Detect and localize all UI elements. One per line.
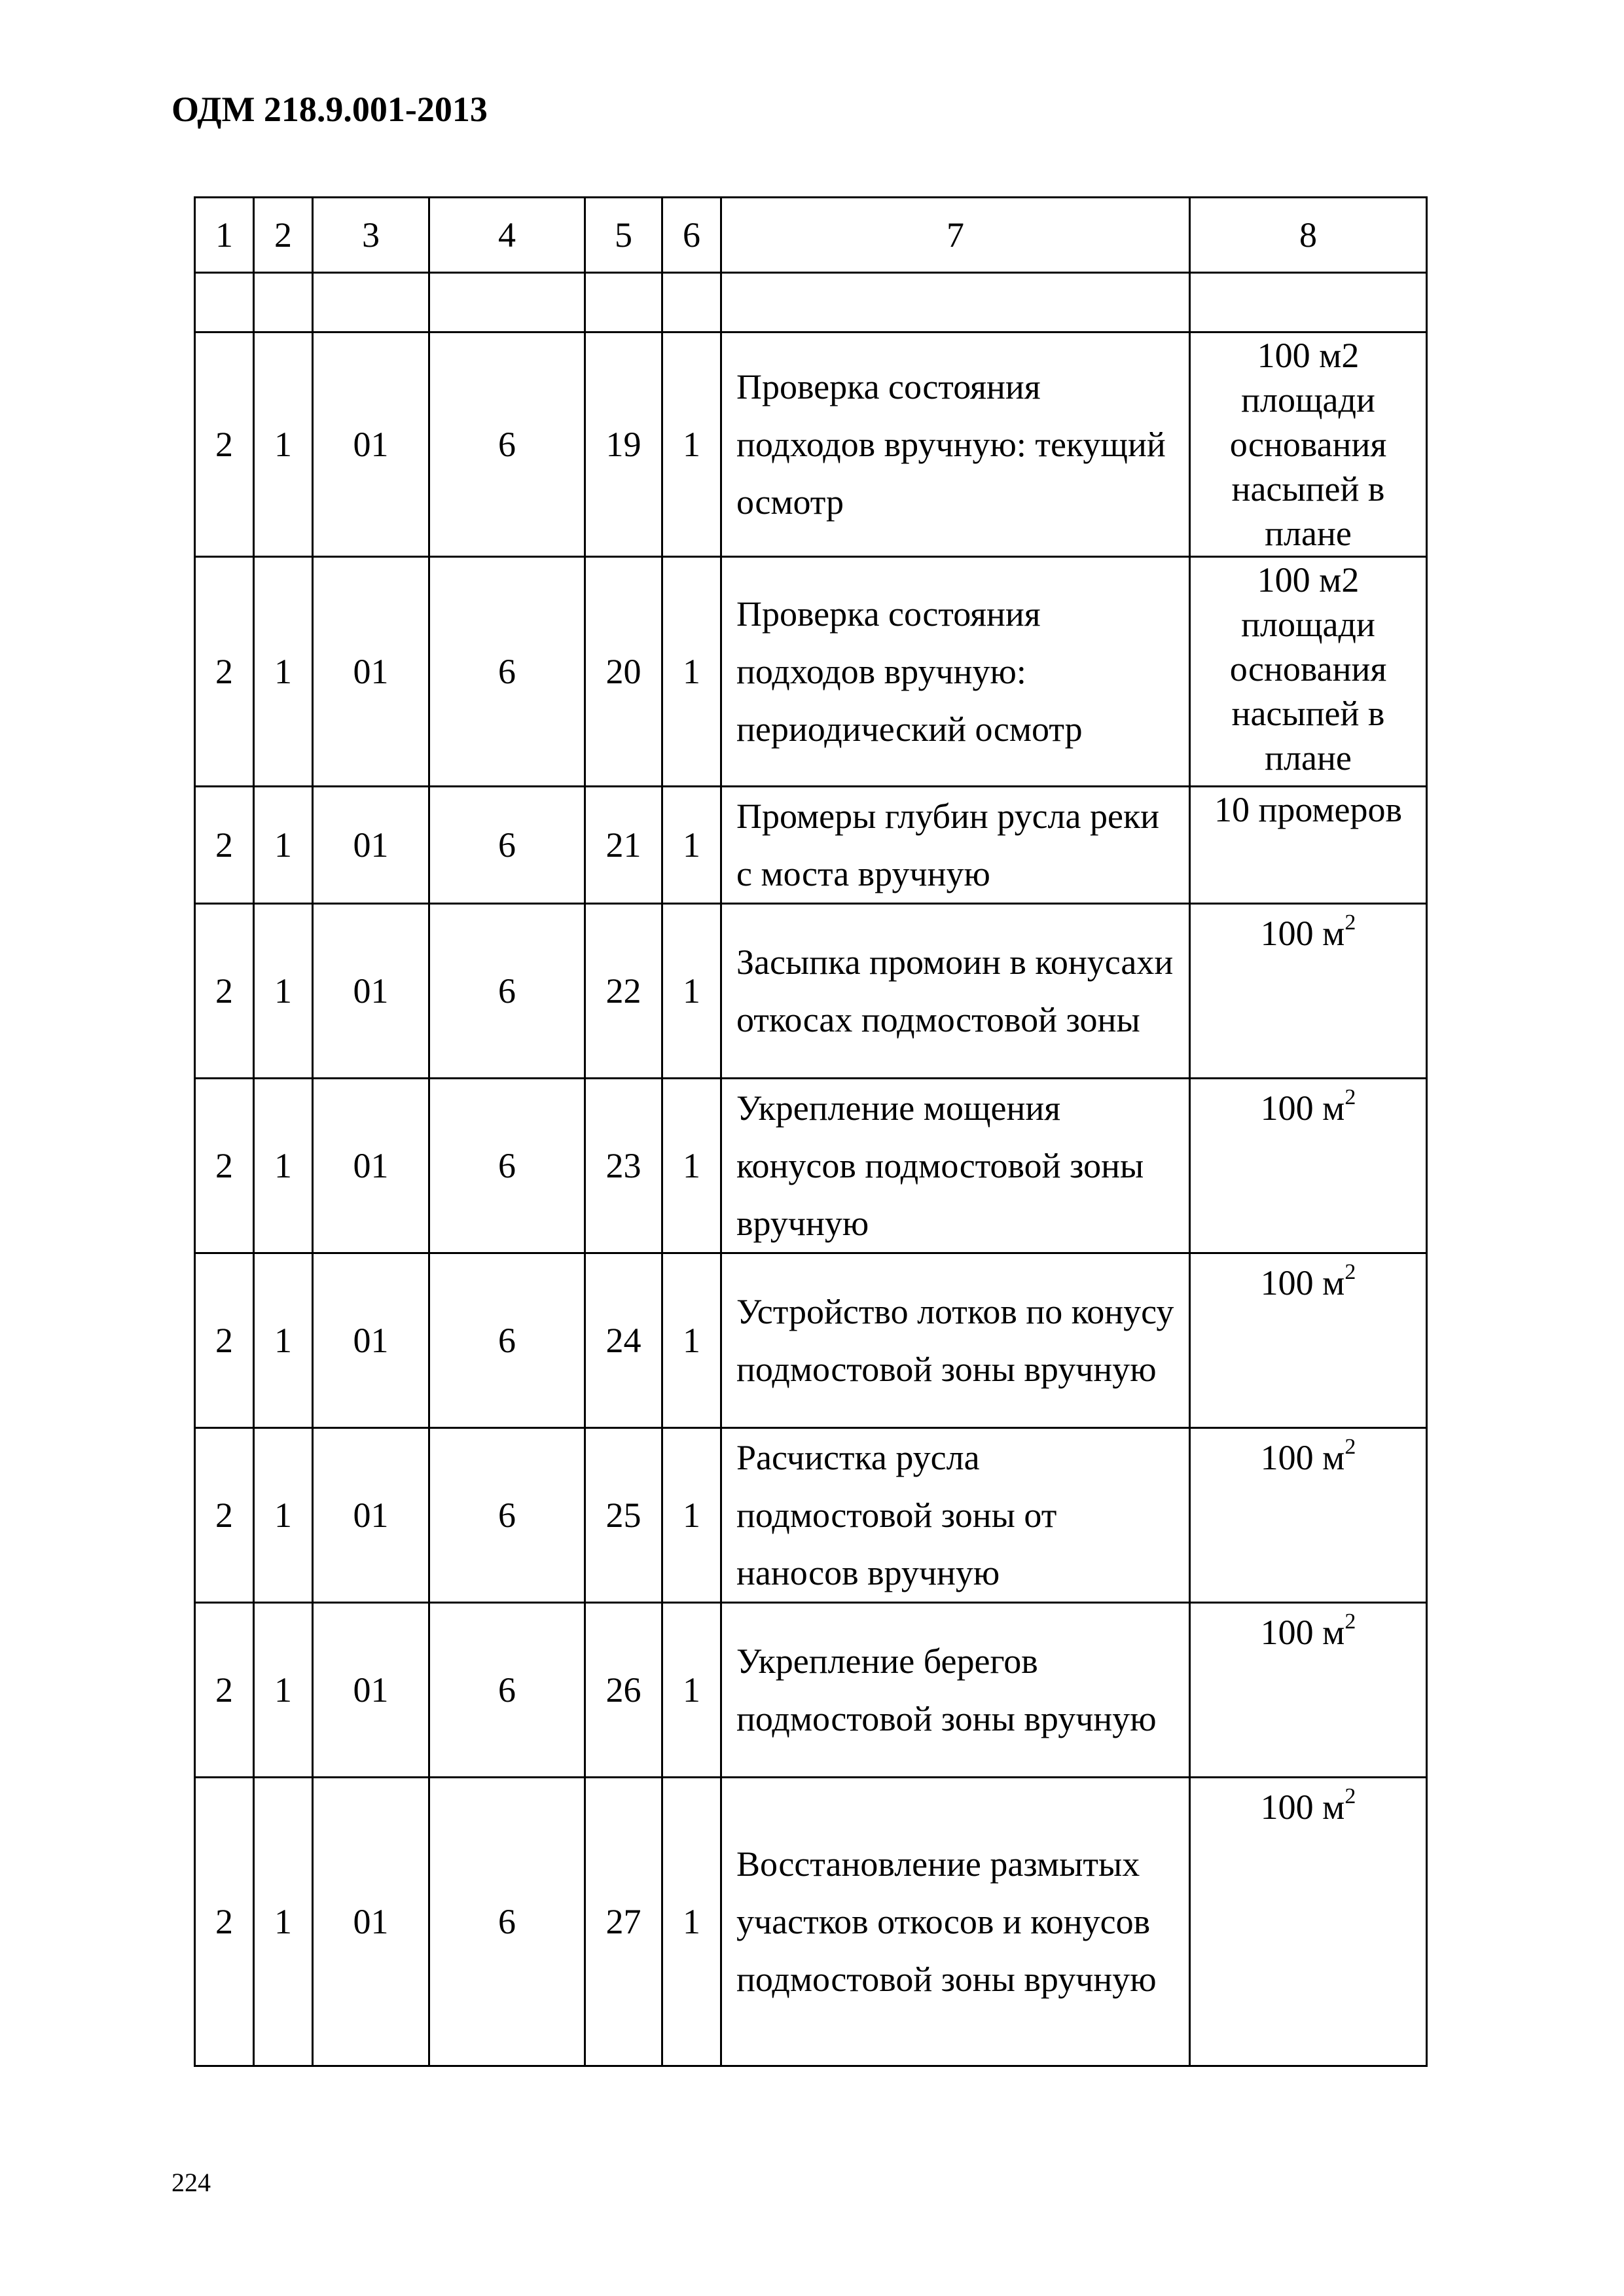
work-name-cell: Устройство лотков по конусу подмостовой зоны вручную: [721, 1253, 1190, 1428]
header-row: [195, 198, 1427, 273]
header-cell: 7: [721, 198, 1190, 273]
unit-exponent: 2: [1344, 1435, 1356, 1459]
code-cell-c2: 1: [254, 1778, 313, 2066]
code-cell-c2: 1: [254, 904, 313, 1079]
code-cell-c4: 6: [429, 1603, 585, 1778]
unit-text: 100 м: [1260, 1438, 1345, 1477]
empty-cell: [585, 273, 662, 332]
unit-text: 100 м: [1260, 1088, 1345, 1128]
code-cell-c5: 25: [585, 1428, 662, 1603]
code-cell-c6: 1: [662, 1603, 721, 1778]
code-cell-c1: 2: [195, 904, 254, 1079]
code-cell-c1: 2: [195, 1079, 254, 1253]
code-cell-c5: 19: [585, 332, 662, 557]
header-cell: 1: [195, 198, 254, 273]
unit-exponent: 2: [1344, 1085, 1356, 1109]
code-cell-c1: 2: [195, 1253, 254, 1428]
unit-text: 100 м: [1260, 1263, 1345, 1302]
code-cell-c2: 1: [254, 1603, 313, 1778]
work-name-cell: Проверка состояния подходов вручную: периодический осмотр: [721, 557, 1190, 787]
table-row: [195, 904, 1427, 1079]
empty-cell: [1190, 273, 1427, 332]
unit-text: 100 м2 площади основания насыпей в плане: [1229, 560, 1387, 778]
code-cell-c6: 1: [662, 1253, 721, 1428]
code-cell-c1: 2: [195, 787, 254, 904]
code-cell-c4: 6: [429, 1778, 585, 2066]
unit-cell: [1190, 332, 1427, 557]
empty-row: [195, 273, 1427, 332]
code-cell-c2: 1: [254, 332, 313, 557]
code-cell-c5: 24: [585, 1253, 662, 1428]
code-cell-c3: 01: [313, 1079, 429, 1253]
header-cell: 5: [585, 198, 662, 273]
table-row: [195, 1428, 1427, 1603]
empty-cell: [313, 273, 429, 332]
code-cell-c5: 22: [585, 904, 662, 1079]
code-cell-c4: 6: [429, 1428, 585, 1603]
code-cell-c3: 01: [313, 787, 429, 904]
work-name-cell: Засыпка промоин в конусахи откосах подмостовой зоны: [721, 904, 1190, 1079]
unit-exponent: 2: [1344, 910, 1356, 935]
work-items-table: [194, 196, 1428, 2067]
code-cell-c4: 6: [429, 332, 585, 557]
work-name-cell: Укрепление берегов подмостовой зоны вручную: [721, 1603, 1190, 1778]
code-cell-c4: 6: [429, 557, 585, 787]
code-cell-c2: 1: [254, 1253, 313, 1428]
code-cell-c3: 01: [313, 332, 429, 557]
code-cell-c3: 01: [313, 1253, 429, 1428]
header-cell: 4: [429, 198, 585, 273]
code-cell-c6: 1: [662, 787, 721, 904]
table-row: [195, 1778, 1427, 2066]
code-cell-c5: 20: [585, 557, 662, 787]
work-name-cell: Расчистка русла подмостовой зоны от наносов вручную: [721, 1428, 1190, 1603]
code-cell-c2: 1: [254, 557, 313, 787]
document-code: ОДМ 218.9.001-2013: [171, 90, 488, 129]
unit-text: 100 м: [1260, 1787, 1345, 1827]
code-cell-c6: 1: [662, 904, 721, 1079]
empty-cell: [429, 273, 585, 332]
unit-exponent: 2: [1344, 1260, 1356, 1284]
unit-cell: [1190, 557, 1427, 787]
code-cell-c5: 26: [585, 1603, 662, 1778]
code-cell-c6: 1: [662, 557, 721, 787]
unit-text: 100 м2 площади основания насыпей в плане: [1229, 336, 1387, 553]
table-row: [195, 1603, 1427, 1778]
code-cell-c5: 23: [585, 1079, 662, 1253]
unit-cell: [1190, 1778, 1427, 2066]
unit-cell: [1190, 904, 1427, 1079]
empty-cell: [721, 273, 1190, 332]
code-cell-c3: 01: [313, 1603, 429, 1778]
code-cell-c3: 01: [313, 904, 429, 1079]
table-row: [195, 1253, 1427, 1428]
code-cell-c1: 2: [195, 1778, 254, 2066]
code-cell-c3: 01: [313, 1428, 429, 1603]
code-cell-c2: 1: [254, 1079, 313, 1253]
code-cell-c5: 21: [585, 787, 662, 904]
empty-cell: [662, 273, 721, 332]
unit-cell: [1190, 1079, 1427, 1253]
table-row: [195, 332, 1427, 557]
unit-cell: [1190, 787, 1427, 904]
work-name-cell: Восстановление размытых участков откосов и конусов подмостовой зоны вручную: [721, 1778, 1190, 2066]
code-cell-c4: 6: [429, 1079, 585, 1253]
code-cell-c4: 6: [429, 787, 585, 904]
code-cell-c5: 27: [585, 1778, 662, 2066]
code-cell-c2: 1: [254, 1428, 313, 1603]
work-name-cell: Укрепление мощения конусов подмостовой зоны вручную: [721, 1079, 1190, 1253]
code-cell-c6: 1: [662, 1778, 721, 2066]
unit-text: 10 промеров: [1214, 790, 1402, 829]
code-cell-c2: 1: [254, 787, 313, 904]
unit-exponent: 2: [1344, 1609, 1356, 1634]
work-name-cell: Промеры глубин русла реки с моста вручную: [721, 787, 1190, 904]
code-cell-c4: 6: [429, 904, 585, 1079]
code-cell-c4: 6: [429, 1253, 585, 1428]
work-name-cell: Проверка состояния подходов вручную: текущий осмотр: [721, 332, 1190, 557]
code-cell-c6: 1: [662, 1428, 721, 1603]
unit-text: 100 м: [1260, 914, 1345, 953]
unit-exponent: 2: [1344, 1784, 1356, 1808]
code-cell-c3: 01: [313, 557, 429, 787]
code-cell-c1: 2: [195, 1603, 254, 1778]
header-cell: 3: [313, 198, 429, 273]
code-cell-c6: 1: [662, 1079, 721, 1253]
code-cell-c3: 01: [313, 1778, 429, 2066]
table-row: [195, 787, 1427, 904]
table-row: [195, 557, 1427, 787]
empty-cell: [195, 273, 254, 332]
unit-text: 100 м: [1260, 1613, 1345, 1652]
code-cell-c1: 2: [195, 332, 254, 557]
code-cell-c6: 1: [662, 332, 721, 557]
code-cell-c1: 2: [195, 557, 254, 787]
code-cell-c1: 2: [195, 1428, 254, 1603]
unit-cell: [1190, 1428, 1427, 1603]
header-cell: 2: [254, 198, 313, 273]
empty-cell: [254, 273, 313, 332]
unit-cell: [1190, 1253, 1427, 1428]
unit-cell: [1190, 1603, 1427, 1778]
header-cell: 6: [662, 198, 721, 273]
header-cell: 8: [1190, 198, 1427, 273]
page-number: 224: [171, 2168, 211, 2197]
table-row: [195, 1079, 1427, 1253]
